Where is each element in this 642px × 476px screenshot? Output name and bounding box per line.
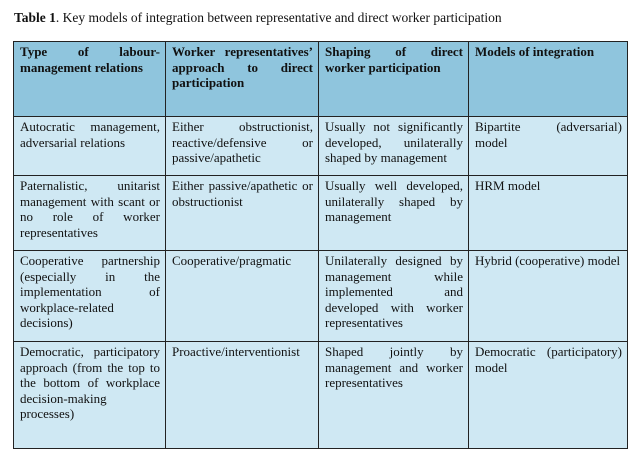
table-row (14, 117, 628, 176)
cell-type: Autocratic management, adversarial relations (14, 117, 166, 176)
cell-shaping: Shaped jointly by management and worker representatives (319, 342, 469, 449)
cell-shaping: Usually not significantly developed, unilaterally shaped by management (319, 117, 469, 176)
cell-type: Democratic, participatory approach (from the top to the bottom of workplace decision-making processes) (14, 342, 166, 449)
table-caption (14, 10, 502, 26)
cell-type: Cooperative partnership (especially in the implementation of workplace-related decisions) (14, 251, 166, 342)
table-caption-label: Table 1 (14, 10, 56, 25)
cell-shaping: Unilaterally designed by management while implemented and developed with worker representatives (319, 251, 469, 342)
cell-approach: Either passive/apathetic or obstructionist (166, 176, 319, 251)
cell-approach: Proactive/interventionist (166, 342, 319, 449)
cell-model: HRM model (469, 176, 628, 251)
header-model: Models of integration (469, 42, 628, 117)
cell-model: Hybrid (cooperative) model (469, 251, 628, 342)
cell-shaping: Usually well developed, unilaterally shaped by management (319, 176, 469, 251)
table-header-row (14, 42, 628, 117)
table-row (14, 342, 628, 449)
cell-type: Paternalistic, unitarist management with scant or no role of worker representatives (14, 176, 166, 251)
cell-approach: Cooperative/pragmatic (166, 251, 319, 342)
header-approach: Worker representatives’ approach to direct participation (166, 42, 319, 117)
header-shaping: Shaping of direct worker participation (319, 42, 469, 117)
table-row (14, 251, 628, 342)
table-row (14, 176, 628, 251)
cell-approach: Either obstructionist, reactive/defensive or passive/apathetic (166, 117, 319, 176)
header-type: Type of labour-management relations (14, 42, 166, 117)
cell-model: Bipartite (adversarial) model (469, 117, 628, 176)
integration-models-table (13, 41, 628, 449)
cell-model: Democratic (participatory) model (469, 342, 628, 449)
table-caption-text: . Key models of integration between representative and direct worker participation (55, 10, 502, 25)
